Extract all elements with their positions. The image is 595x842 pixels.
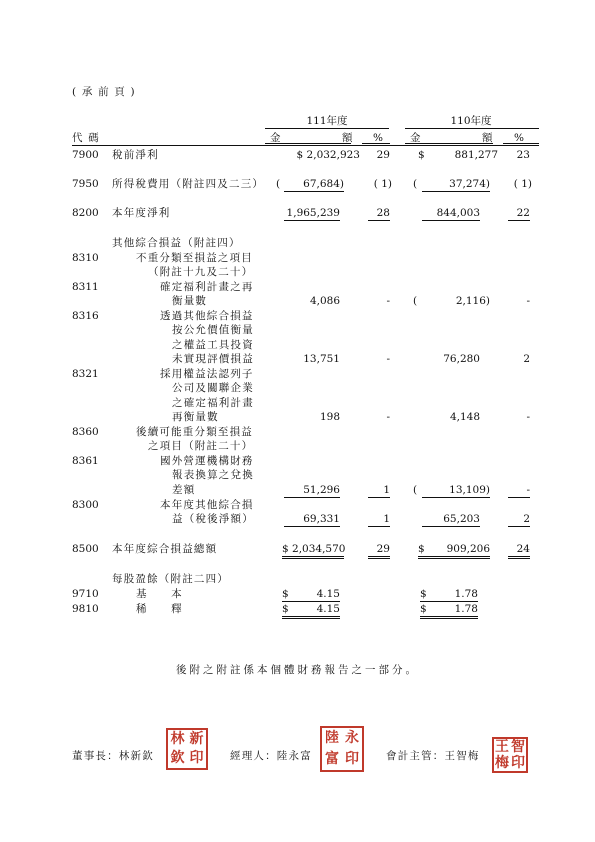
row-prior-dollar: $	[420, 603, 427, 615]
row-label: 確定福利計畫之再	[160, 281, 254, 293]
pct-header-current: %	[373, 132, 383, 144]
row-prior-dollar: $	[420, 588, 427, 600]
row-prior-pct: 2	[523, 353, 530, 365]
row-label: 透過其他綜合損益	[160, 310, 254, 322]
amount-header-current-l: 金	[270, 132, 281, 144]
header-sub-rule-c	[405, 143, 493, 144]
signature-chairman: 董事長：林新欽	[72, 750, 154, 762]
header-rule-current	[265, 128, 389, 129]
row-label: 稅前淨利	[112, 149, 159, 161]
row-current-amount: 4.15	[282, 603, 340, 619]
row-prior-amount: 844,003	[422, 207, 480, 221]
row-label: 本年度淨利	[112, 207, 171, 219]
row-current-amount: 13,751	[303, 353, 340, 365]
continued-label: ( 承 前 頁 )	[72, 86, 136, 98]
row-prior-pct: 24	[508, 543, 530, 559]
row-current-pct: ( 1)	[373, 178, 392, 190]
row-current-amount: $ 2,032,923	[296, 149, 360, 161]
year-prior-header: 110年度	[450, 115, 492, 127]
row-prior-pct: -	[526, 411, 530, 423]
row-current-amount: 1,965,239	[284, 207, 340, 221]
row-current-pct: -	[386, 411, 390, 423]
row-prior-amount: 65,203	[422, 513, 480, 527]
row-prior-amount: 37,274)	[422, 178, 490, 192]
header-sub-rule-d	[503, 143, 539, 144]
row-prior-amount: 1.78	[420, 588, 478, 602]
amount-header-prior-r: 額	[482, 132, 493, 144]
row-code: 8310	[72, 252, 99, 264]
row-prior-pct: 2	[508, 513, 530, 527]
row-current-amount: 4,086	[309, 295, 340, 307]
row-code: 8311	[72, 281, 99, 293]
header-sub-rule-a	[265, 143, 351, 144]
row-label: 不重分類至損益之項目	[136, 252, 253, 264]
row-label: 之項目（附註二十）	[148, 440, 254, 452]
chairman-seal: 林 新 欽 印	[166, 728, 208, 770]
row-current-pct: -	[386, 353, 390, 365]
row-label: 每股盈餘（附註二四）	[112, 573, 229, 585]
row-current-amount: 51,296	[284, 484, 340, 498]
row-label: 基 本	[136, 588, 183, 600]
row-code: 8200	[72, 207, 99, 219]
row-current-amount: 198	[319, 411, 340, 423]
row-current-dollar: $	[282, 603, 289, 615]
footnote: 後附之附註係本個體財務報告之一部分。	[176, 664, 419, 676]
row-prior-pct: 22	[508, 207, 530, 221]
year-current-header: 111年度	[306, 115, 348, 127]
row-label: 公司及關聯企業	[172, 382, 254, 394]
row-label: 本年度其他綜合損	[160, 499, 254, 511]
row-label: 採用權益法認列子	[160, 368, 254, 380]
row-current-pct: -	[386, 295, 390, 307]
row-current-pct: 28	[368, 207, 390, 221]
row-label: 稀 釋	[136, 603, 183, 615]
row-label: 之權益工具投資	[172, 339, 254, 351]
row-label: 國外營運機構財務	[160, 455, 254, 467]
header-rule-prior	[405, 128, 539, 129]
accountant-seal: 王 智 梅 印	[492, 737, 528, 773]
row-current-open: (	[276, 178, 281, 190]
row-label: 之確定福利計畫	[172, 397, 254, 409]
row-current-pct: 29	[376, 149, 390, 161]
row-prior-amount: 13,109)	[422, 484, 490, 498]
row-current-amount: 67,684)	[284, 178, 344, 192]
signature-accountant: 會計主管：王智梅	[386, 750, 480, 762]
row-prior-dollar: $	[418, 149, 425, 161]
row-code: 9710	[72, 588, 99, 600]
row-label: 按公允價值衡量	[172, 324, 254, 336]
row-current-amount: $ 2,034,570	[282, 543, 344, 559]
code-header: 代 碼	[72, 132, 100, 144]
row-label: 報表換算之兌換	[172, 469, 254, 481]
header-sub-rule-b	[362, 143, 390, 144]
row-prior-pct: -	[508, 484, 530, 498]
row-prior-amount: 2,116)	[455, 295, 490, 307]
row-prior-dollar: $	[418, 543, 425, 555]
row-current-pct: 1	[368, 484, 390, 498]
row-prior-open: (	[413, 295, 418, 307]
row-code: 8361	[72, 455, 99, 467]
row-current-pct: 1	[368, 513, 390, 527]
row-label: 衡量數	[172, 295, 208, 307]
row-label: 差額	[172, 484, 196, 496]
row-prior-open: (	[413, 178, 418, 190]
row-prior-amount: 76,280	[443, 353, 480, 365]
row-prior-open: (	[413, 484, 418, 496]
row-prior-amount: 1.78	[420, 603, 478, 619]
row-current-amount: 69,331	[284, 513, 340, 527]
row-code: 8321	[72, 368, 99, 380]
row-label: （附註十九及二十）	[148, 266, 254, 278]
row-label: 所得稅費用（附註四及二三）	[112, 178, 265, 190]
row-code: 9810	[72, 603, 99, 615]
row-current-dollar: $	[282, 588, 289, 600]
row-code: 7950	[72, 178, 99, 190]
amount-header-prior-l: 金	[410, 132, 421, 144]
row-code: 8360	[72, 426, 99, 438]
row-code: 8500	[72, 543, 99, 555]
row-label: 後續可能重分類至損益	[136, 426, 253, 438]
row-prior-amount: 909,206	[418, 543, 490, 559]
manager-seal: 陸 永 富 印	[320, 726, 364, 772]
row-label: 其他綜合損益（附註四）	[112, 237, 241, 249]
amount-header-current-r: 額	[342, 132, 353, 144]
row-label: 本年度綜合損益總額	[112, 543, 218, 555]
row-prior-pct: 23	[516, 149, 530, 161]
row-current-pct: 29	[368, 543, 390, 559]
row-prior-amount: 881,277	[454, 149, 498, 161]
header-bottom-rule	[72, 145, 539, 146]
row-prior-amount: 4,148	[449, 411, 480, 423]
pct-header-prior: %	[514, 132, 524, 144]
signature-manager: 經理人：陸永富	[230, 750, 312, 762]
row-code: 8300	[72, 499, 99, 511]
row-label: 未實現評價損益	[172, 353, 254, 365]
row-prior-pct: -	[526, 295, 530, 307]
row-prior-pct: ( 1)	[513, 178, 532, 190]
row-code: 8316	[72, 310, 99, 322]
row-label: 再衡量數	[172, 411, 219, 423]
row-current-amount: 4.15	[282, 588, 340, 602]
row-label: 益（稅後淨額）	[172, 513, 254, 525]
row-code: 7900	[72, 149, 99, 161]
